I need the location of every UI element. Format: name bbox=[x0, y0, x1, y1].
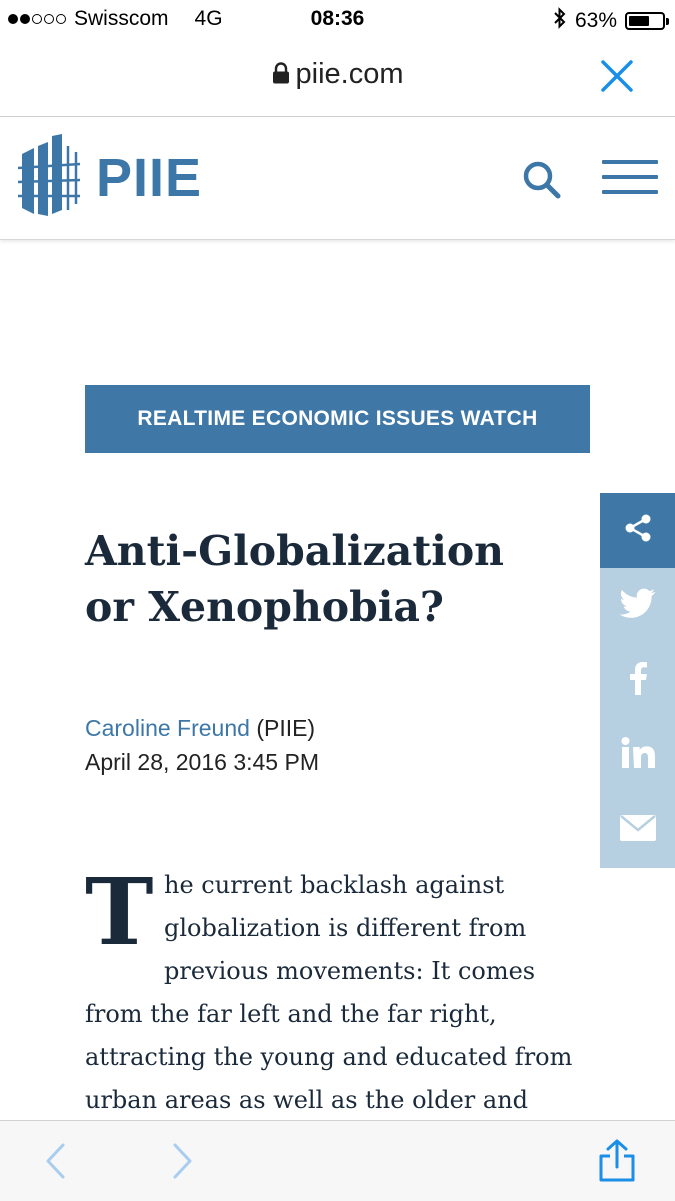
status-bar bbox=[0, 0, 675, 38]
body-line: from the far left and the far right, bbox=[85, 1000, 497, 1028]
byline bbox=[85, 711, 319, 779]
body-line: attracting the young and educated from bbox=[85, 1043, 573, 1071]
network-type: 4G bbox=[194, 7, 223, 30]
status-right bbox=[553, 7, 665, 35]
back-chevron-icon[interactable] bbox=[44, 1141, 66, 1186]
hamburger-menu-icon[interactable] bbox=[602, 158, 658, 196]
battery-percent: 63% bbox=[574, 9, 617, 32]
drop-cap: T bbox=[85, 858, 154, 966]
piie-logo-icon bbox=[18, 134, 80, 221]
author-affiliation: (PIIE) bbox=[256, 715, 316, 741]
author-link[interactable]: Caroline Freund bbox=[85, 715, 250, 741]
address-field[interactable] bbox=[0, 58, 675, 92]
body-line: urban areas as well as the older and bbox=[85, 1086, 529, 1114]
linkedin-icon bbox=[621, 737, 655, 774]
body-line: globalization is different from bbox=[164, 914, 527, 942]
title-line-1: Anti-Globalization bbox=[85, 527, 504, 575]
section-banner[interactable]: REALTIME ECONOMIC ISSUES WATCH bbox=[85, 385, 590, 453]
title-line-2: or Xenophobia? bbox=[85, 583, 444, 631]
close-icon[interactable] bbox=[599, 58, 635, 94]
twitter-share-button[interactable] bbox=[600, 568, 675, 643]
clock: 08:36 bbox=[310, 7, 365, 30]
carrier-name: Swisscom bbox=[74, 7, 169, 30]
browser-url-bar bbox=[0, 38, 675, 117]
lock-icon bbox=[272, 59, 290, 92]
site-header bbox=[0, 117, 675, 240]
email-share-button[interactable] bbox=[600, 793, 675, 868]
logo-text: PIIE bbox=[96, 147, 203, 208]
share-sheet-icon[interactable] bbox=[598, 1139, 636, 1188]
share-button[interactable] bbox=[600, 493, 675, 568]
facebook-icon bbox=[628, 661, 648, 700]
email-icon bbox=[620, 815, 656, 846]
share-icon bbox=[623, 513, 653, 548]
publish-date: April 28, 2016 3:45 PM bbox=[85, 749, 319, 775]
body-line: he current backlash against bbox=[164, 871, 505, 899]
search-icon[interactable] bbox=[522, 160, 562, 205]
twitter-icon bbox=[620, 588, 656, 623]
facebook-share-button[interactable] bbox=[600, 643, 675, 718]
browser-toolbar bbox=[0, 1120, 675, 1201]
battery-icon bbox=[625, 12, 665, 30]
url-text: piie.com bbox=[295, 58, 404, 90]
share-rail bbox=[600, 493, 675, 868]
body-line: previous movements: It comes bbox=[164, 957, 536, 985]
article-title bbox=[85, 523, 555, 635]
forward-chevron-icon[interactable] bbox=[172, 1141, 194, 1186]
bluetooth-icon bbox=[553, 7, 567, 35]
linkedin-share-button[interactable] bbox=[600, 718, 675, 793]
site-logo[interactable] bbox=[18, 134, 202, 221]
